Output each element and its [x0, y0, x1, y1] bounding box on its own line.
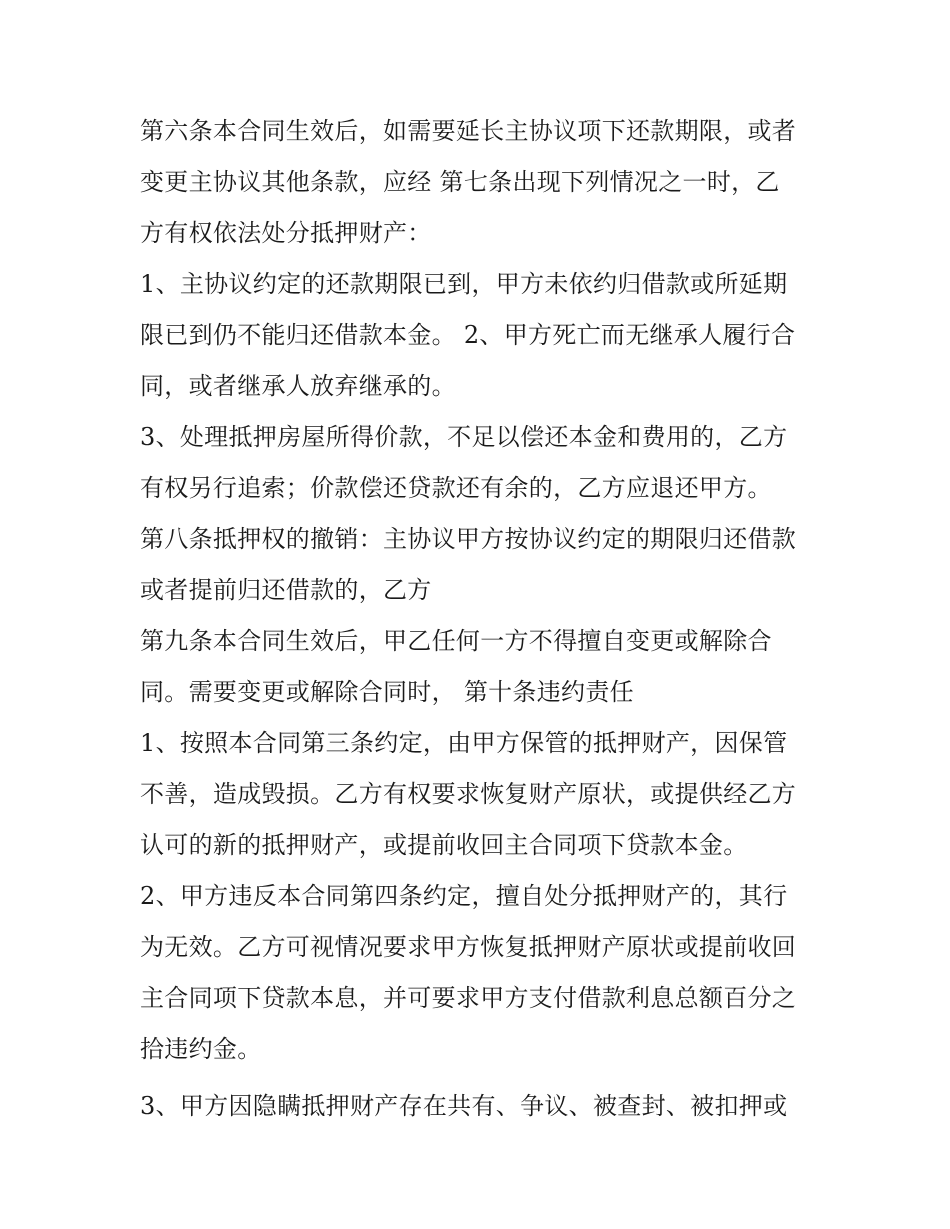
text-line: 变更主协议其他条款，应经 第七条出现下列情况之一时，乙 [140, 168, 780, 196]
text-line: 限已到仍不能归还借款本金。 2、甲方死亡而无继承人履行合 [140, 321, 796, 349]
text-line: 1、按照本合同第三条约定，由甲方保管的抵押财产，因保管 [140, 729, 788, 757]
text-line: 为无效。乙方可视情况要求甲方恢复抵押财产原状或提前收回 [140, 933, 797, 961]
text-line: 不善，造成毁损。乙方有权要求恢复财产原状，或提供经乙方 [140, 780, 797, 808]
text-line: 主合同项下贷款本息，并可要求甲方支付借款利息总额百分之 [140, 984, 797, 1012]
text-line: 或者提前归还借款的，乙方 [140, 576, 432, 604]
text-line: 有权另行追索；价款偿还贷款还有余的，乙方应退还甲方。 [140, 474, 772, 502]
text-line: 2、甲方违反本合同第四条约定，擅自处分抵押财产的，其行 [140, 882, 788, 910]
text-line: 第九条本合同生效后，甲乙任何一方不得擅自变更或解除合 [140, 627, 772, 655]
text-line: 3、甲方因隐瞒抵押财产存在共有、争议、被查封、被扣押或 [140, 1092, 788, 1120]
text-line: 同。需要变更或解除合同时， 第十条违约责任 [140, 678, 634, 706]
text-line: 同，或者继承人放弃继承的。 [140, 372, 456, 400]
text-line: 3、处理抵押房屋所得价款，不足以偿还本金和费用的，乙方 [140, 423, 788, 451]
text-line: 拾违约金。 [140, 1035, 262, 1063]
text-line: 认可的新的抵押财产，或提前收回主合同项下贷款本金。 [140, 831, 748, 859]
text-line: 第八条抵押权的撤销：主协议甲方按协议约定的期限归还借款 [140, 525, 797, 553]
document-body [140, 106, 830, 1132]
text-line: 第六条本合同生效后，如需要延长主协议项下还款期限，或者 [140, 117, 797, 145]
text-line: 方有权依法处分抵押财产： [140, 219, 432, 247]
text-line: 1、主协议约定的还款期限已到，甲方未依约归借款或所延期 [140, 270, 788, 298]
